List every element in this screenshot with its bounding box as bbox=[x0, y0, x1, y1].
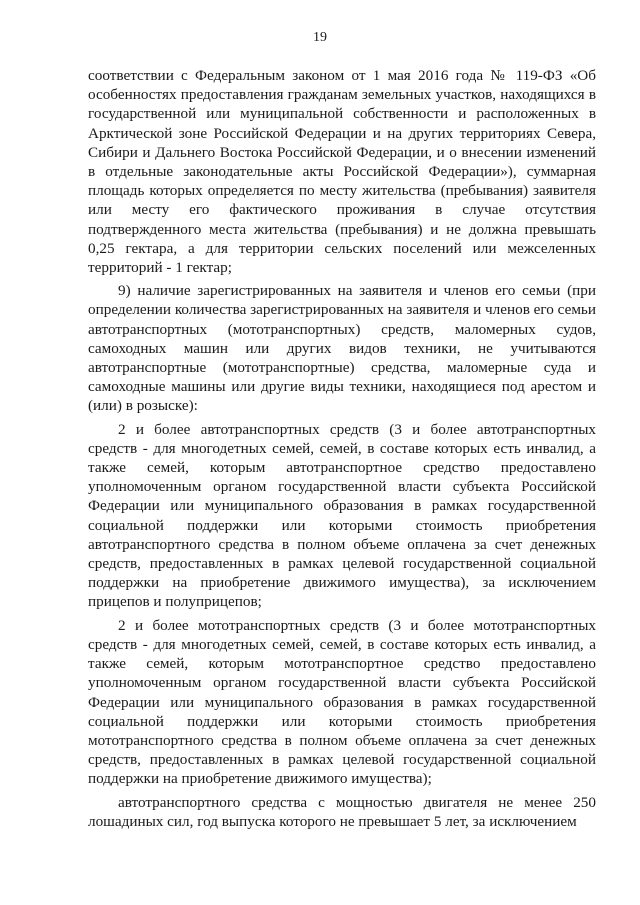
page-number: 19 bbox=[313, 30, 327, 45]
paragraph-continuation: соответствии с Федеральным законом от 1 мая 2016 года № 119-ФЗ «Об особенностях предоставления гражданам земельных участков, находящихся в государственной или муниципальной собственности и расположенных в Арктической зоне Российской Федерации и на других территориях Севера, Сибири и Дальнего Востока Российской Федерации, и о внесении изменений в отдельные законодательные акты Российской Федерации»), суммарная площадь которых определяется по месту жительства (пребывания) заявителя или месту его фактического проживания в случае отсутствия подтвержденного места жительства (пребывания) и не должна превышать 0,25 гектара, а для территории сельских поселений или межселенных территорий - 1 гектар; bbox=[88, 67, 596, 277]
document-body bbox=[88, 66, 596, 831]
paragraph-motorcycles: 2 и более мототранспортных средств (3 и более мототранспортных средств - для многодетных семей, семей, в составе которых есть инвалид, а также семей, которым мототранспортное средство предоставлено уполномоченным органом государственной власти субъекта Российской Федерации или муниципального образования в рамках государственной социальной поддержки или которыми стоимость приобретения мототранспортного средства в полном объеме оплачена за счет денежных средств, предоставленных в рамках целевой государственной социальной поддержки на приобретение движимого имущества); bbox=[88, 616, 596, 788]
paragraph-engine-power: автотранспортного средства с мощностью двигателя не менее 250 лошадиных сил, год выпуска которого не превышает 5 лет, за исключением bbox=[88, 793, 596, 830]
paragraph-item-9: 9) наличие зарегистрированных на заявителя и членов его семьи (при определении количества зарегистрированных на заявителя и членов его семьи автотранспортных (мототранспортных) средств, маломерных судов, самоходных машин или других видов техники, не учитываются автотранспортные (мототранспортные) средства, маломерные суда и самоходные машины или другие виды техники, находящиеся под арестом и (или) в розыске): bbox=[88, 282, 596, 415]
paragraph-cars: 2 и более автотранспортных средств (3 и более автотранспортных средств - для многодетных семей, семей, в составе которых есть инвалид, а также семей, которым автотранспортное средство предоставлено уполномоченным органом государственной власти субъекта Российской Федерации или муниципального образования в рамках государственной социальной поддержки или которыми стоимость приобретения автотранспортного средства в полном объеме оплачена за счет денежных средств, предоставленных в рамках целевой государственной социальной поддержки на приобретение движимого имущества), за исключением прицепов и полуприцепов; bbox=[88, 420, 596, 611]
